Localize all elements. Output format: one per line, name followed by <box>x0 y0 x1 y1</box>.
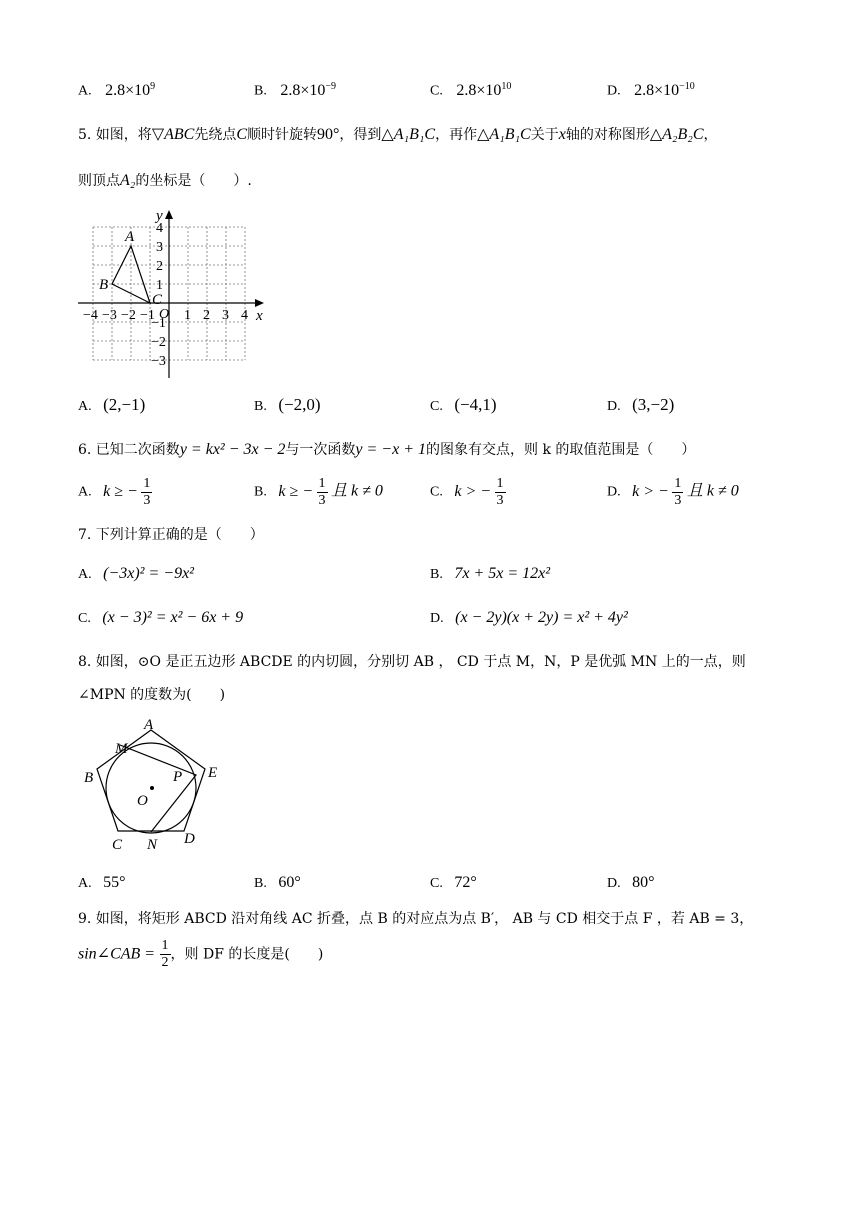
q5-option-a: A. (2,−1) <box>78 395 146 414</box>
origin-label: O <box>159 307 170 322</box>
option-letter: C. <box>430 83 443 99</box>
x-axis-label: x <box>256 308 263 324</box>
fraction: $\frac{1}{3}$ <box>496 476 504 508</box>
point-label-b: B <box>99 277 109 293</box>
fraction: $\frac{1}{3}$ <box>674 476 682 508</box>
q6-option-b: B. k ≥ − $\frac{1}{3}$ 且 k ≠ 0 <box>254 476 383 508</box>
y-tick-label: 1 <box>156 278 163 293</box>
x-tick-label: −3 <box>102 308 117 323</box>
label-b: B <box>84 770 94 786</box>
option-letter: B. <box>254 83 267 99</box>
y-axis-arrow-icon <box>165 210 173 219</box>
q5-option-d: D. (3,−2) <box>607 395 675 414</box>
q8-option-a: A. 55° <box>78 874 126 891</box>
quadratic-function: y = kx² − 3x − 2 <box>179 441 286 458</box>
label-a: A <box>144 717 154 733</box>
q9-stem-line2: sin∠CAB = $\frac{1}{2}$ ，则 DF 的长度是( ) <box>78 938 324 970</box>
q8-option-d: D. 80° <box>607 874 655 891</box>
label-m: M <box>115 741 128 757</box>
y-tick-label: 2 <box>156 259 163 274</box>
x-tick-label: 2 <box>203 308 210 323</box>
option-value: 2.8×10 <box>634 81 680 99</box>
option-exponent: −10 <box>679 81 695 92</box>
point-label-c: C <box>152 292 163 308</box>
q8-option-b: B. 60° <box>254 874 301 891</box>
label-d: D <box>184 831 195 847</box>
q8-stem-line2: ∠MPN 的度数为( ) <box>78 687 226 703</box>
q4-option-d <box>607 81 695 100</box>
q5-option-b: B. (−2,0) <box>254 395 321 414</box>
x-tick-label: 4 <box>241 308 248 323</box>
fraction: $\frac{1}{3}$ <box>143 476 151 508</box>
pentagon-abcde <box>97 730 205 831</box>
option-exponent: −9 <box>325 81 337 92</box>
x-tick-label: −4 <box>83 308 98 323</box>
label-c: C <box>112 837 123 853</box>
q7-option-b: B. 7x + 5x = 12x² <box>430 565 551 582</box>
linear-function: y = −x + 1 <box>355 441 426 458</box>
q8-stem-line1: 8. 如图，⊙O 是正五边形 ABCDE 的内切圆，分别切 AB ， CD 于点 M，N，P 是优弧 MN 上的一点，则 <box>78 654 746 670</box>
q8-pentagon-figure <box>76 712 236 857</box>
x-tick-label: 1 <box>184 308 191 323</box>
q5-coordinate-figure <box>70 200 280 385</box>
q5-stem-line1: 5. 如图，将▽ABC先绕点C顺时针旋转90°，得到△A₁B₁C，再作△A₁B₁C关于x轴的对称图形△A₂B₂C， <box>78 126 718 143</box>
q9-stem-line1: 9. 如图，将矩形 ABCD 沿对角线 AC 折叠，点 B 的对应点为点 B′， AB 与 CD 相交于点 F ，若 AB = 3， <box>78 911 754 927</box>
y-tick-label: −3 <box>151 354 166 369</box>
q7-stem: 7. 下列计算正确的是（ ） <box>78 527 264 543</box>
q7-option-a: A. (−3x)² = −9x² <box>78 565 194 582</box>
y-tick-label: 3 <box>156 240 163 255</box>
x-axis-arrow-icon <box>255 299 264 307</box>
x-tick-label: −2 <box>121 308 136 323</box>
option-value: 2.8×10 <box>280 81 326 99</box>
tick-labels <box>83 221 248 369</box>
q6-option-d: D. k > − $\frac{1}{3}$ 且 k ≠ 0 <box>607 476 739 508</box>
option-exponent: 10 <box>501 81 512 92</box>
q6-option-c: C. k > − $\frac{1}{3}$ <box>430 476 504 508</box>
option-letter: A. <box>78 83 92 99</box>
option-value: 2.8×10 <box>456 81 502 99</box>
y-tick-label: −1 <box>151 316 166 331</box>
q6-option-a: A. k ≥ − $\frac{1}{3}$ <box>78 476 151 508</box>
q5-stem-line2: 则顶点A₂的坐标是（ ）. <box>78 172 252 189</box>
triangle-abc-shape <box>112 246 150 303</box>
q8-option-c: C. 72° <box>430 874 477 891</box>
y-tick-label: −2 <box>151 335 166 350</box>
label-e: E <box>208 765 218 781</box>
option-exponent: 9 <box>150 81 156 92</box>
q7-option-c: C. (x − 3)² = x² − 6x + 9 <box>78 609 244 626</box>
q6-stem: 6. 已知二次函数y = kx² − 3x − 2与一次函数y = −x + 1的图象有交点，则 k 的取值范围是（ ） <box>78 441 696 458</box>
q7-option-d: D. (x − 2y)(x + 2y) = x² + 4y² <box>430 609 628 626</box>
fraction: $\frac{1}{2}$ <box>161 938 169 970</box>
q5-option-c: C. (−4,1) <box>430 395 497 414</box>
triangle-abc: ▽ABC <box>151 126 195 143</box>
center-point <box>150 786 154 790</box>
x-tick-label: −1 <box>140 308 155 323</box>
x-tick-label: 3 <box>222 308 229 323</box>
q4-option-a <box>78 81 155 100</box>
label-o: O <box>137 793 148 809</box>
point-label-a: A <box>125 229 135 245</box>
y-tick-label: 4 <box>156 221 163 236</box>
option-value: 2.8×10 <box>105 81 151 99</box>
y-axis-label: y <box>156 208 163 224</box>
option-letter: D. <box>607 83 621 99</box>
q4-option-b <box>254 81 336 100</box>
q4-option-c <box>430 81 511 100</box>
fraction: $\frac{1}{3}$ <box>318 476 326 508</box>
label-p: P <box>173 769 183 785</box>
label-n: N <box>147 837 158 853</box>
